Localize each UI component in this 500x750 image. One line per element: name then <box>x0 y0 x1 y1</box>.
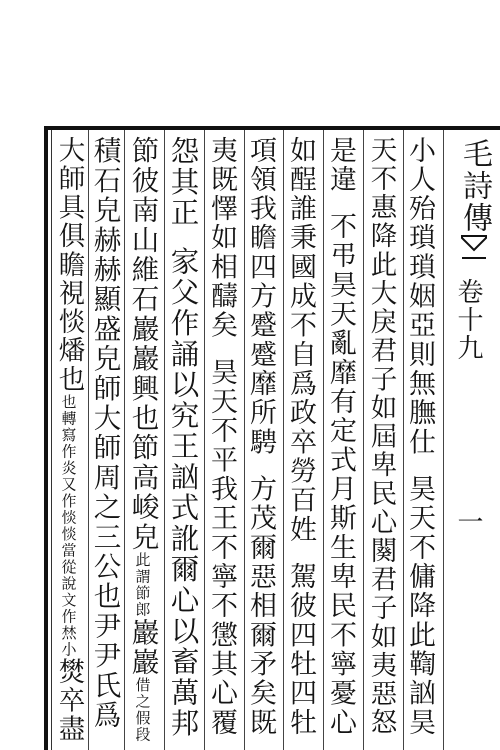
main-text: 如酲誰秉國成不自爲政卒勞百姓 <box>285 136 316 545</box>
frame-inner-border <box>51 130 52 750</box>
main-text: 不弔昊天亂靡有定式月斯生卑民不寧憂心 <box>325 212 356 738</box>
text-column-3 <box>327 136 354 737</box>
text-column-7 <box>166 136 200 739</box>
fish-tail-mark-icon <box>460 232 488 262</box>
main-text: 巖巖 <box>126 617 159 678</box>
annotation-line: 節郎 <box>133 584 152 618</box>
column-rule <box>164 130 165 750</box>
main-text: 是違 <box>325 136 356 195</box>
column-rule <box>283 130 284 750</box>
book-title: 毛詩傳 <box>457 138 492 234</box>
text-column-5 <box>247 136 274 737</box>
text-column-6 <box>208 136 235 737</box>
text-column-9 <box>88 136 121 730</box>
annotation-line: 也轉寫作炎又作惔 <box>59 393 78 526</box>
column-rule <box>323 130 324 750</box>
frame-top-border <box>44 126 500 130</box>
annotation-line: 假段 <box>133 710 152 744</box>
main-text: 夷既懌如相醻矣 <box>206 136 237 341</box>
main-text: 家父作誦以究王訩式訛爾心以畜萬邦 <box>166 246 200 739</box>
chapter-label: 卷十九 <box>453 278 483 362</box>
main-text: 天不惠降此大戾君子如屆卑民心闋君子如夷惡怒 <box>365 136 397 738</box>
column-rule <box>124 130 125 750</box>
main-text: 燓 <box>53 657 85 687</box>
column-rule <box>204 130 205 750</box>
main-text: 昊天不平我王不寧不懲其心覆 <box>206 358 237 738</box>
frame-left-border <box>44 126 48 750</box>
main-text: 項領我瞻四方蹙蹙靡所騁 <box>245 136 276 457</box>
main-text: 方茂爾惡相爾矛矣既 <box>245 474 276 738</box>
main-text: 駕彼四牡四牡 <box>285 562 316 738</box>
main-text: 昊天不傭降此鞫訩昊 <box>404 474 435 738</box>
annotation-line: 此謂 <box>133 551 152 585</box>
column-rule <box>363 130 364 750</box>
text-column-4 <box>287 136 314 737</box>
annotation-line: 借之 <box>133 677 152 711</box>
main-text: 卒盡 <box>53 686 85 744</box>
text-column-1 <box>406 136 433 737</box>
folio-number: 一 <box>453 508 483 534</box>
text-column-8 <box>126 136 159 744</box>
main-text: 怨其正 <box>166 136 200 229</box>
text-column-2 <box>365 136 397 738</box>
main-text: 節彼南山維石巖巖興也節高峻皃 <box>126 136 159 552</box>
main-text: 積石皃赫赫顯盛皃師大師周之三公也尹尹氏爲 <box>88 136 121 730</box>
main-text: 小人殆瑣瑣姻亞則無膴仕 <box>404 136 435 457</box>
main-text: 大師具俱瞻視惔燔也 <box>53 136 85 394</box>
text-column-10 <box>53 136 85 744</box>
annotation-line: 惔當從說文作㷊小 <box>59 525 78 658</box>
